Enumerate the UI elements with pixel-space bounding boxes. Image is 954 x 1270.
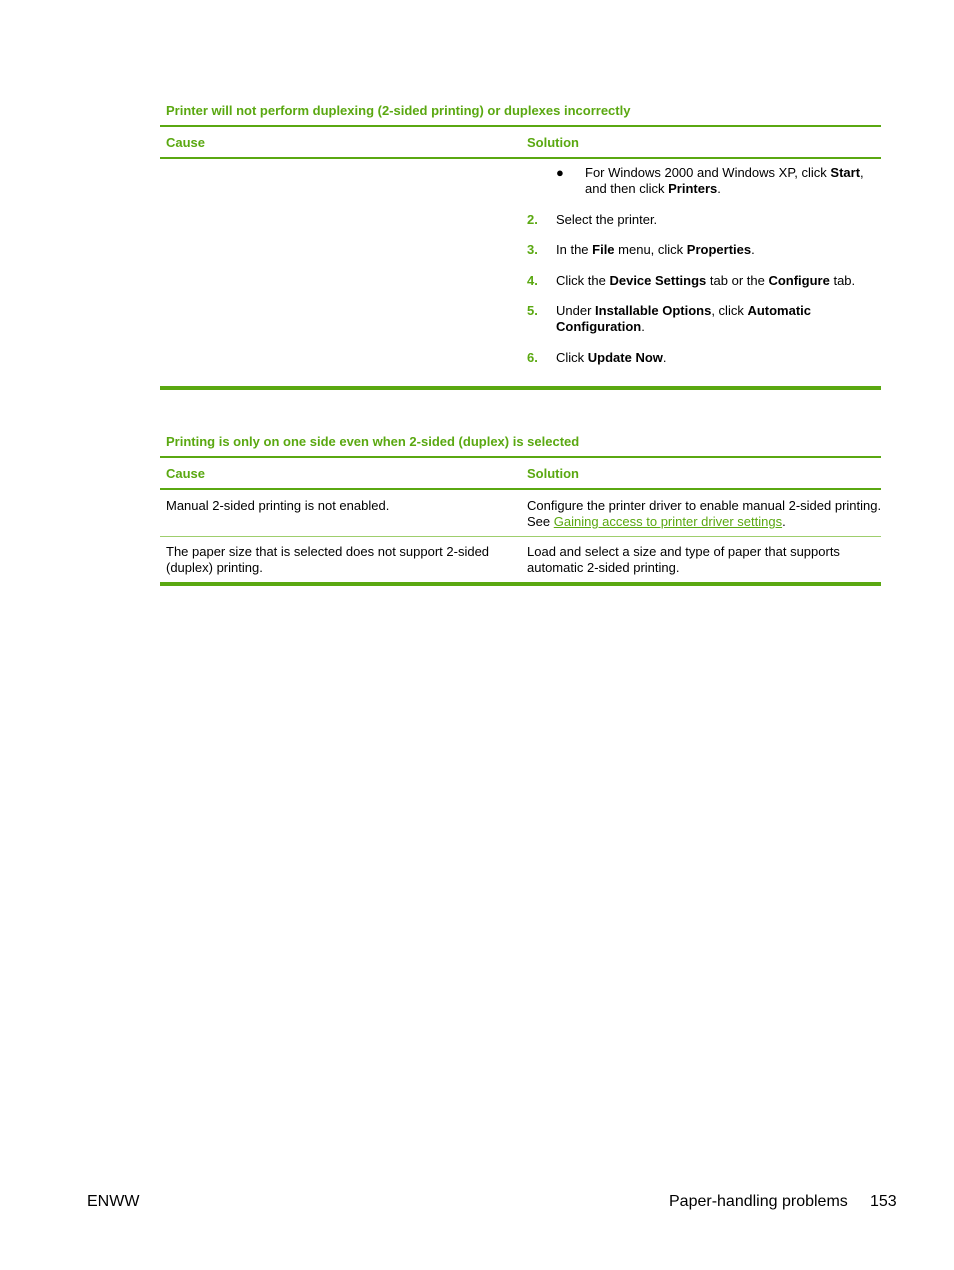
step-number: 6. bbox=[527, 350, 538, 365]
cause-cell-line2: (duplex) printing. bbox=[166, 560, 263, 575]
header-rule bbox=[160, 488, 881, 490]
cause-header: Cause bbox=[166, 135, 206, 150]
step-number: 2. bbox=[527, 212, 538, 227]
step-text: Click the Device Settings tab or the Configure tab. bbox=[556, 273, 856, 288]
bullet-text-line2: and then click Printers. bbox=[585, 181, 721, 196]
footer-section: Paper-handling problems bbox=[669, 1193, 848, 1210]
step-number: 4. bbox=[527, 273, 538, 288]
section-title: Printer will not perform duplexing (2-sided printing) or duplexes incorrectly bbox=[166, 103, 631, 118]
footer-left: ENWW bbox=[87, 1193, 140, 1210]
cause-cell: The paper size that is selected does not support 2-sided bbox=[166, 544, 490, 559]
solution-header: Solution bbox=[527, 135, 579, 150]
table-top-rule bbox=[160, 125, 881, 127]
page-number: 153 bbox=[870, 1193, 897, 1210]
cause-cell: Manual 2-sided printing is not enabled. bbox=[166, 498, 390, 513]
step-number: 3. bbox=[527, 242, 538, 257]
driver-settings-link[interactable]: Gaining access to printer driver settings bbox=[553, 514, 783, 529]
table-bottom-rule bbox=[160, 582, 881, 586]
step-text: In the File menu, click Properties. bbox=[556, 242, 755, 257]
step-number: 5. bbox=[527, 303, 538, 318]
solution-cell-line2: See Gaining access to printer driver settings. bbox=[527, 514, 786, 529]
solution-cell: Configure the printer driver to enable manual 2-sided printing. bbox=[527, 498, 882, 513]
solution-header: Solution bbox=[527, 466, 579, 481]
step-text: Click Update Now. bbox=[556, 350, 667, 365]
solution-cell: Load and select a size and type of paper that supports bbox=[527, 544, 840, 559]
table-top-rule bbox=[160, 456, 881, 458]
step-text: Select the printer. bbox=[556, 212, 658, 227]
cause-header: Cause bbox=[166, 466, 206, 481]
row-divider bbox=[160, 536, 881, 537]
bullet-text-line1: For Windows 2000 and Windows XP, click Start, bbox=[585, 165, 864, 180]
table-bottom-rule bbox=[160, 386, 881, 390]
step-text-line2: Configuration. bbox=[556, 319, 645, 334]
bullet-dot: ● bbox=[556, 165, 564, 180]
section-title: Printing is only on one side even when 2-sided (duplex) is selected bbox=[166, 434, 580, 449]
solution-cell-line2: automatic 2-sided printing. bbox=[527, 560, 680, 575]
header-rule bbox=[160, 157, 881, 159]
step-text: Under Installable Options, click Automatic bbox=[556, 303, 812, 318]
